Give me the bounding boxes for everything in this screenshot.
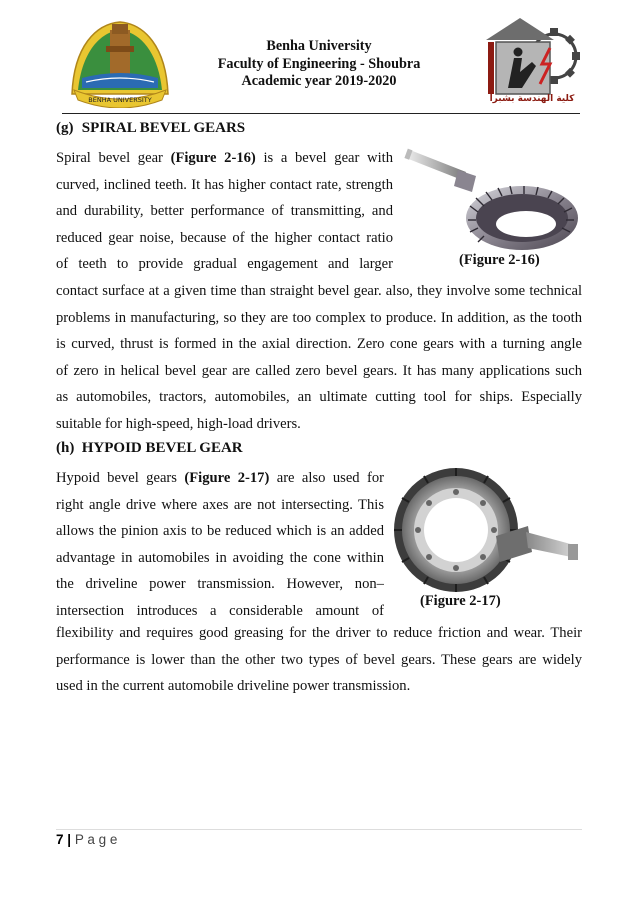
faculty-name: Faculty of Engineering - Shoubra — [217, 55, 421, 72]
header-divider — [62, 113, 580, 114]
section-g-label: (g) — [56, 120, 74, 136]
footer-separator: | — [67, 832, 72, 847]
section-h-full-text — [56, 620, 582, 700]
section-g-wrap-text — [56, 145, 393, 278]
text-line: problems in manufacturing, so they are too complex to produce. In addition, as the tooth — [56, 309, 582, 326]
left-logo-text: BENHA UNIVERSITY — [88, 96, 152, 104]
university-name: Benha University — [266, 38, 372, 54]
text-line: is curved, thrust is formed in the axial direction. Zero cone gears with a turning angle — [56, 336, 582, 353]
text-line: and durability, better performance of transmitting, and — [56, 203, 393, 220]
right-logo-text: كلية الهندسة بشبرا — [489, 94, 575, 104]
text-line: allows the pinion axis to be reduced which is an added — [56, 523, 384, 540]
text-line: right angle drive where axes are not intersecting. This — [56, 496, 384, 513]
text-line: as automobiles, tractors, automobiles, an ultimate cutting tool for ships. Especially — [56, 389, 582, 406]
text-line: curved, inclined teeth. It has higher contact rate, strength — [56, 176, 393, 193]
text-line: of zero in helical bevel gear are called zero bevel gears. It has many applications such — [56, 362, 582, 379]
text-line: contact surface at a given time than straight bevel gear. also, they involve some technical — [56, 283, 582, 299]
figure-2-16-caption: (Figure 2-16) — [459, 252, 540, 268]
section-h-label: (h) — [56, 440, 75, 456]
text-line: Hypoid bevel gears (Figure 2-17) are also used for — [56, 470, 384, 486]
text-line: flexibility and requires good greasing for the driver to reduce friction and wear. Their — [56, 625, 582, 641]
text-line: of teeth to provide gradual engagement and larger — [56, 256, 393, 273]
text-line: advantage in automobiles in avoiding the cone within — [56, 549, 384, 566]
section-h-title: HYPOID BEVEL GEAR — [81, 440, 243, 456]
text-line: reduced gear noise, because of the higher contact ratio — [56, 229, 393, 246]
page-number: 7 — [56, 832, 64, 847]
footer-divider — [56, 829, 582, 830]
figure-2-17-caption: (Figure 2-17) — [420, 593, 501, 609]
figure-ref: (Figure 2-17) — [184, 470, 270, 486]
section-h-heading — [56, 440, 243, 457]
text-line: performance is lower than the other two types of bevel gears. These gears are widely — [56, 651, 582, 668]
text-line: Spiral bevel gear (Figure 2-16) is a bevel gear with — [56, 150, 393, 166]
page-word: P a g e — [74, 832, 118, 847]
section-h-wrap-text — [56, 465, 384, 625]
section-g-title: SPIRAL BEVEL GEARS — [81, 120, 246, 136]
text-line: suitable for high-speed, high-load drivers. — [56, 415, 301, 432]
section-g-heading — [56, 120, 245, 137]
hypoid-bevel-gear-image — [392, 466, 584, 594]
text-line: used in the current automobile driveline power transmission. — [56, 678, 411, 695]
header-text — [180, 38, 458, 91]
text-line: the driveline power transmission. However, non– — [56, 576, 384, 593]
text-line: intersection introduces a considerable amount of — [56, 602, 384, 619]
page-header — [0, 0, 638, 120]
spiral-bevel-gear-image — [402, 146, 580, 254]
figure-ref: (Figure 2-16) — [170, 150, 256, 166]
academic-year: Academic year 2019-2020 — [241, 73, 397, 89]
page-footer — [56, 832, 117, 847]
section-g-full-text — [56, 278, 582, 438]
benha-university-logo — [66, 16, 174, 108]
